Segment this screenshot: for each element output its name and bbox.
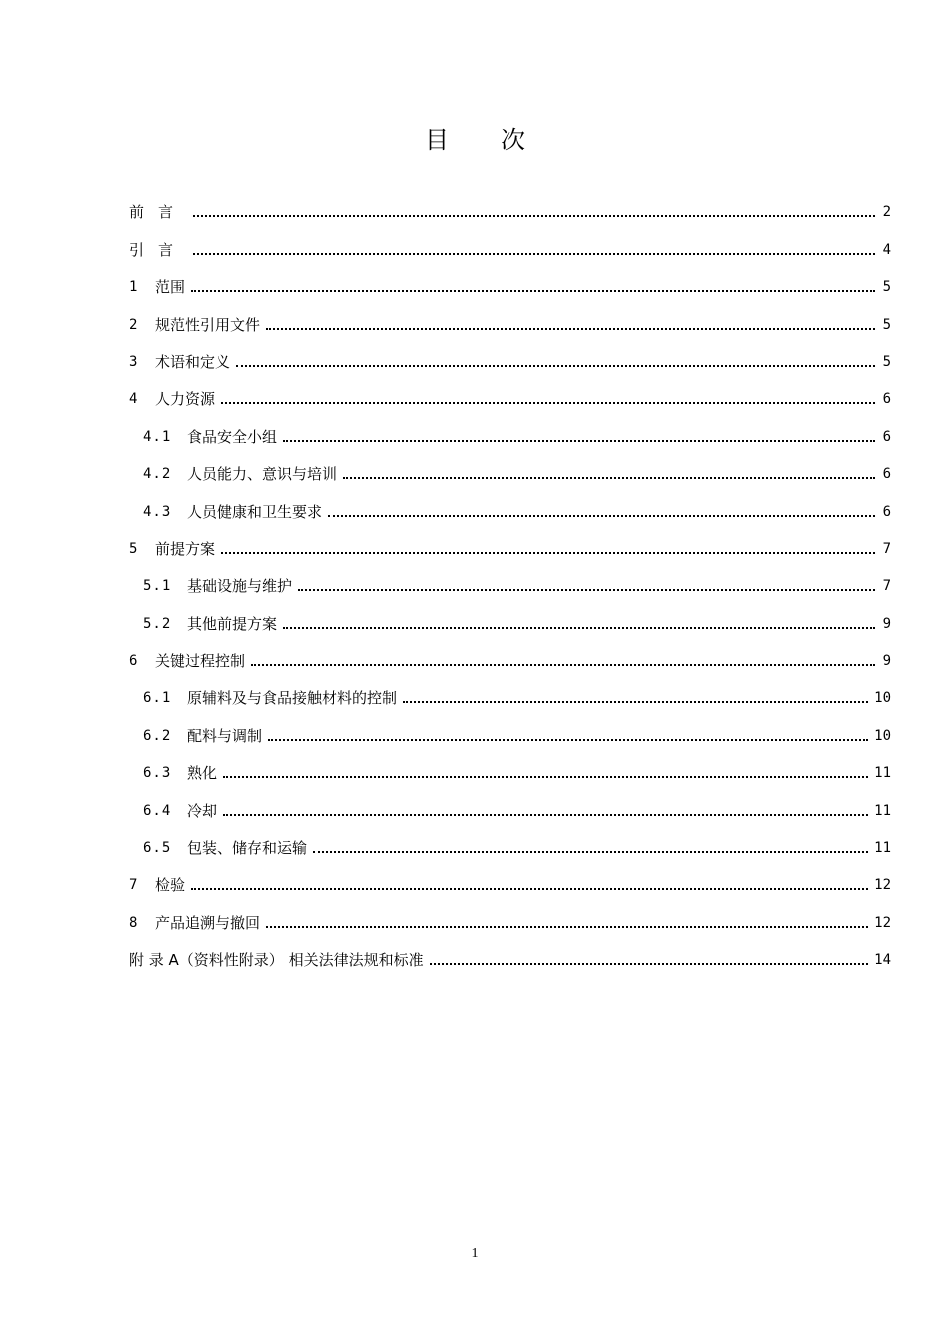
toc-entry-number: 8	[129, 914, 139, 931]
toc-entry[interactable]	[129, 634, 891, 671]
toc-entry[interactable]	[129, 297, 891, 334]
toc-entry-label: 基础设施与维护	[187, 577, 293, 596]
toc-entry-label: 冷却	[187, 801, 218, 820]
dot-leader	[268, 738, 868, 741]
toc-entry[interactable]	[129, 821, 891, 858]
dot-leader	[430, 962, 869, 965]
toc-entry-label: 关键过程控制	[155, 652, 246, 671]
toc-entry-label: 包装、储存和运输	[187, 839, 308, 858]
toc-entry-label: 附 录 A（资料性附录） 相关法律法规和标准	[129, 951, 424, 970]
toc-entry-page: 6	[882, 466, 891, 483]
dot-leader	[266, 925, 868, 928]
toc-entry[interactable]	[129, 447, 891, 484]
toc-entry-number: 4.3	[143, 503, 172, 520]
toc-entry[interactable]	[129, 708, 891, 745]
toc-entry-page: 7	[882, 540, 891, 557]
toc-entry-page: 11	[874, 840, 891, 857]
toc-entry-label: 前提方案	[155, 539, 216, 558]
toc-entry-number: 5	[129, 540, 139, 557]
toc-entry-page: 4	[882, 241, 891, 258]
toc-entry-label: 人员能力、意识与培训	[187, 465, 338, 484]
toc-entry-label: 前言	[129, 203, 188, 222]
dot-leader	[191, 289, 875, 292]
toc-entry-label: 范围	[155, 278, 186, 297]
toc-entry[interactable]	[129, 260, 891, 297]
toc-entry-number: 3	[129, 353, 139, 370]
dot-leader	[313, 850, 868, 853]
toc-entry-label: 人力资源	[155, 390, 216, 409]
dot-leader	[298, 588, 875, 591]
toc-entry[interactable]	[129, 484, 891, 521]
toc-entry-page: 11	[874, 765, 891, 782]
toc-entry-label: 产品追溯与撤回	[155, 913, 261, 932]
toc-entry-label: 人员健康和卫生要求	[187, 502, 323, 521]
page-number: 1	[471, 1246, 479, 1261]
toc-entry-number: 6.3	[143, 765, 172, 782]
toc-entry-label: 规范性引用文件	[155, 315, 261, 334]
toc-entry-label: 术语和定义	[155, 352, 231, 371]
toc-entry-number: 6	[129, 653, 139, 670]
dot-leader	[191, 887, 868, 890]
toc-entry-page: 6	[882, 503, 891, 520]
toc-entry-page: 6	[882, 391, 891, 408]
toc-entry[interactable]	[129, 746, 891, 783]
toc-entry-number: 6.5	[143, 840, 172, 857]
dot-leader	[343, 476, 875, 479]
toc-entry[interactable]	[129, 671, 891, 708]
toc-entry-number: 2	[129, 316, 139, 333]
toc-entry-label: 检验	[155, 876, 186, 895]
toc-entry-label: 其他前提方案	[187, 614, 278, 633]
toc-entry-page: 5	[882, 316, 891, 333]
toc-entry-page: 10	[874, 727, 891, 744]
table-of-contents	[129, 185, 891, 970]
toc-entry[interactable]	[129, 783, 891, 820]
dot-leader	[266, 327, 875, 330]
dot-leader	[193, 252, 875, 255]
toc-entry[interactable]	[129, 596, 891, 633]
toc-entry-page: 2	[882, 204, 891, 221]
toc-entry[interactable]	[129, 522, 891, 559]
toc-entry[interactable]	[129, 895, 891, 932]
dot-leader	[283, 439, 875, 442]
toc-entry-page: 14	[874, 952, 891, 969]
toc-entry[interactable]	[129, 933, 891, 970]
toc-entry[interactable]	[129, 372, 891, 409]
dot-leader	[193, 214, 875, 217]
toc-entry-number: 7	[129, 877, 139, 894]
dot-leader	[221, 551, 875, 554]
toc-entry-number: 5.2	[143, 615, 172, 632]
toc-entry-number: 6.2	[143, 727, 172, 744]
toc-entry-label: 食品安全小组	[187, 427, 278, 446]
toc-entry-number: 6.1	[143, 690, 172, 707]
dot-leader	[251, 663, 875, 666]
toc-entry-page: 11	[874, 802, 891, 819]
toc-entry-number: 4.1	[143, 428, 172, 445]
toc-entry-page: 5	[882, 279, 891, 296]
toc-entry-number: 6.4	[143, 802, 172, 819]
toc-entry-page: 7	[882, 578, 891, 595]
toc-entry-number: 4	[129, 391, 139, 408]
toc-entry[interactable]	[129, 335, 891, 372]
toc-entry-label: 原辅料及与食品接触材料的控制	[187, 689, 398, 708]
toc-entry-page: 12	[874, 914, 891, 931]
dot-leader	[403, 700, 868, 703]
toc-entry-page: 9	[882, 615, 891, 632]
toc-entry-number: 5.1	[143, 578, 172, 595]
toc-entry-label: 引言	[129, 240, 188, 259]
dot-leader	[223, 813, 868, 816]
dot-leader	[328, 514, 875, 517]
toc-entry-page: 6	[882, 428, 891, 445]
toc-entry[interactable]	[129, 858, 891, 895]
toc-entry[interactable]	[129, 409, 891, 446]
toc-entry-page: 10	[874, 690, 891, 707]
toc-entry-page: 12	[874, 877, 891, 894]
toc-entry-number: 1	[129, 279, 139, 296]
dot-leader	[221, 401, 875, 404]
toc-entry[interactable]	[129, 559, 891, 596]
toc-entry-page: 5	[882, 353, 891, 370]
toc-entry[interactable]	[129, 185, 891, 222]
page-title: 目次	[425, 126, 577, 154]
toc-entry[interactable]	[129, 222, 891, 259]
dot-leader	[236, 364, 875, 367]
toc-entry-label: 配料与调制	[187, 726, 263, 745]
toc-entry-label: 熟化	[187, 764, 218, 783]
toc-entry-page: 9	[882, 653, 891, 670]
toc-entry-number: 4.2	[143, 466, 172, 483]
dot-leader	[223, 775, 868, 778]
dot-leader	[283, 626, 875, 629]
